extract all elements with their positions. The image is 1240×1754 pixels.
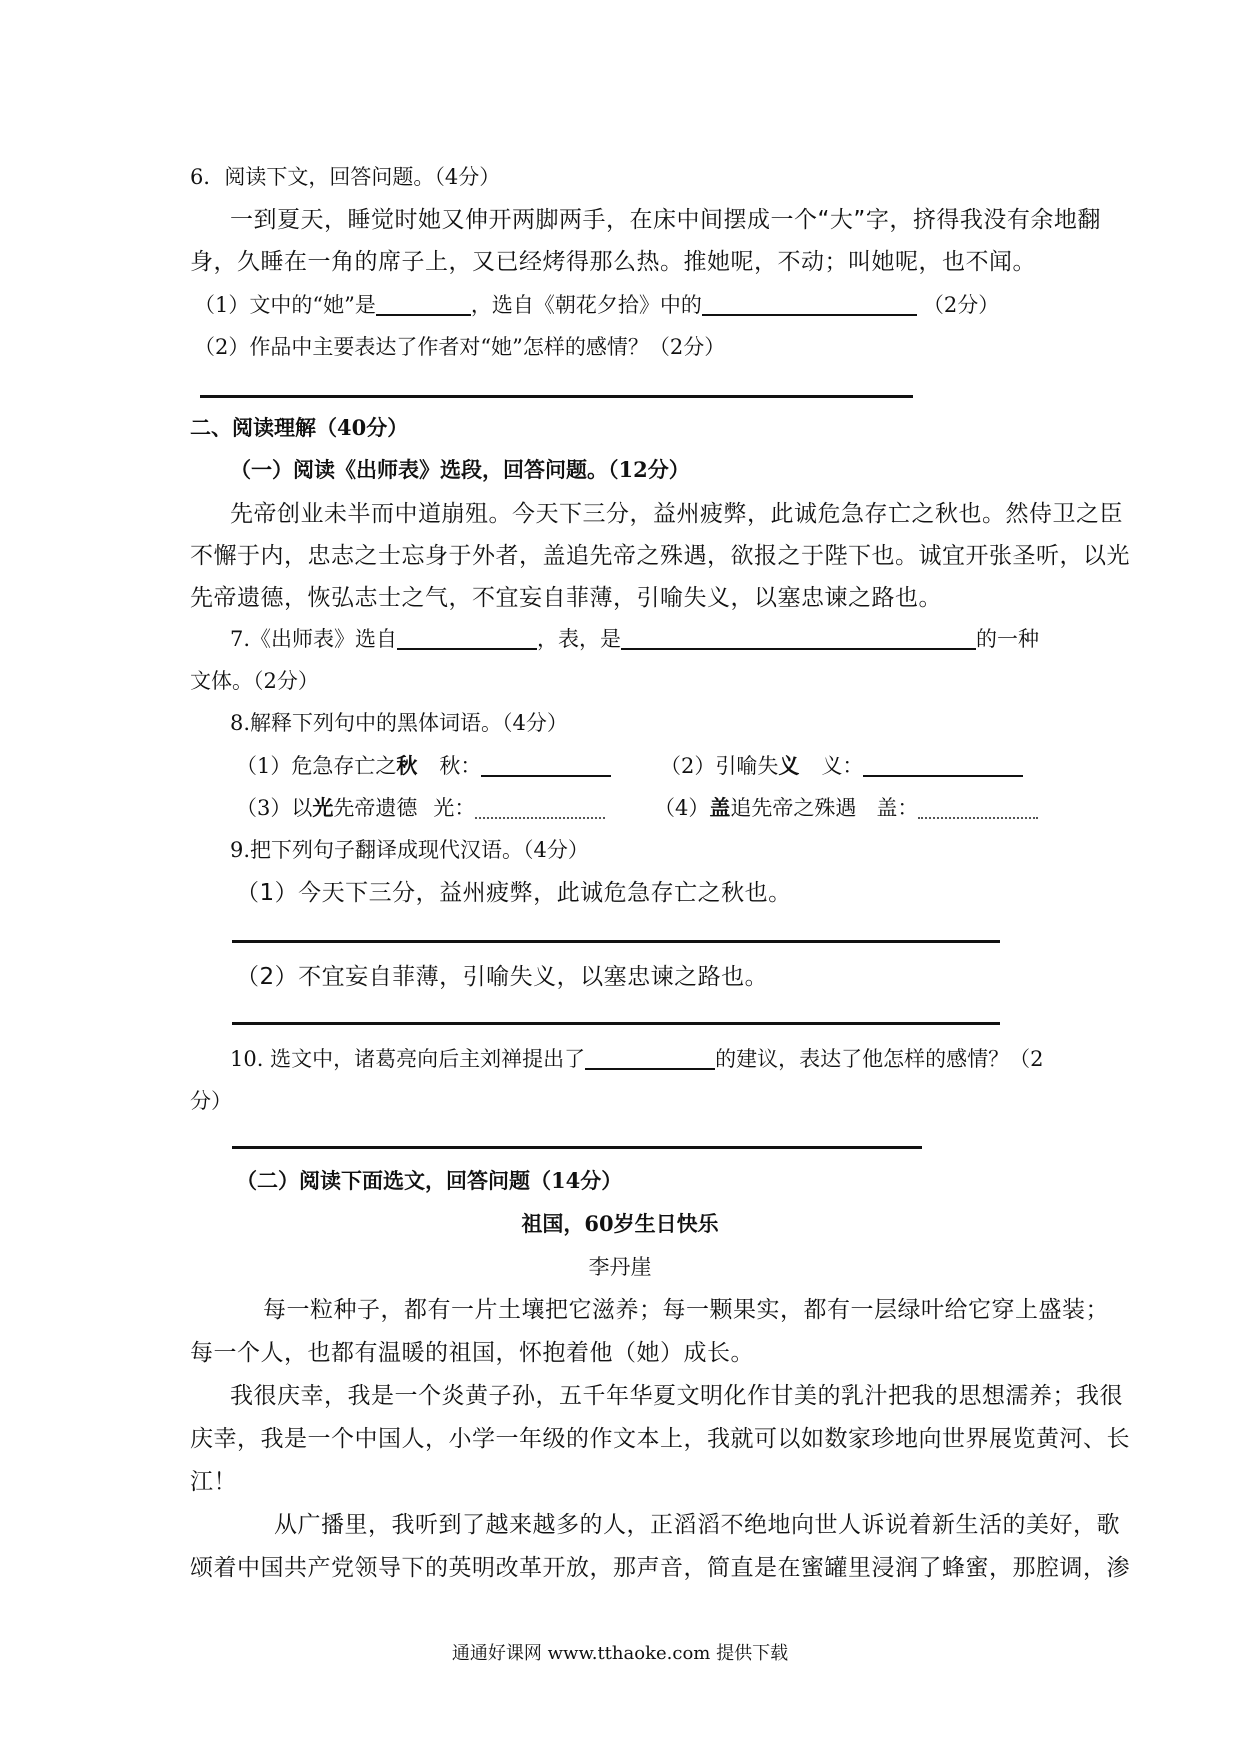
article-p2-line-1: 我很庆幸，我是一个炎黄子孙，五千年华夏文明化作甘美的乳汁把我的思想濡养；我很 xyxy=(230,1383,1123,1409)
answer-blank-genre[interactable] xyxy=(621,626,976,650)
part2-title: （二）阅读下面选文，回答问题（14分） xyxy=(236,1168,623,1193)
answer-line-q9-1[interactable] xyxy=(232,940,1000,943)
answer-line-q9-2[interactable] xyxy=(232,1022,1000,1025)
part1-passage-line-2: 不懈于内，忠志之士忘身于外者，盖追先帝之殊遇，欲报之于陛下也。诚宜开张圣听，以光 xyxy=(190,543,1130,569)
q8-item-3-text-a: （3）以 xyxy=(236,796,313,820)
q6-passage-line-2: 身，久睡在一角的席子上，又已经烤得那么热。推她呢，不动；叫她呢，也不闻。 xyxy=(190,249,1036,275)
q7-text-c: 的一种 xyxy=(976,627,1040,651)
part1-passage-line-1: 先帝创业未半而中道崩殂。今天下三分，益州疲弊，此诚危急存亡之秋也。然侍卫之臣 xyxy=(230,501,1123,527)
answer-blank-chapter[interactable] xyxy=(702,292,917,316)
q8-item-4-text-a: （4） xyxy=(654,796,710,820)
q8-item-4-gloss: 盖： xyxy=(876,796,919,820)
q8-item-3 xyxy=(236,794,605,822)
answer-blank-she-is[interactable] xyxy=(376,292,471,316)
q8-item-3-gloss: 光： xyxy=(433,796,476,820)
answer-blank-source[interactable] xyxy=(397,626,537,650)
q10-line-1 xyxy=(230,1045,1043,1073)
q8-title: 8.解释下列句中的黑体词语。（4分） xyxy=(230,711,568,735)
q9-sentence-1: （1）今天下三分，益州疲弊，此诚危急存亡之秋也。 xyxy=(236,880,792,906)
article-p2-line-3: 江！ xyxy=(190,1469,237,1495)
answer-blank-gai[interactable] xyxy=(918,795,1038,819)
q9-title: 9.把下列句子翻译成现代汉语。（4分） xyxy=(230,838,589,862)
q8-item-4-keyword: 盖 xyxy=(709,795,731,820)
part1-title: （一）阅读《出师表》选段，回答问题。（12分） xyxy=(230,457,690,482)
q8-item-2-text: （2）引喻失 xyxy=(660,754,779,778)
q8-item-1-text: （1）危急存亡之 xyxy=(236,754,397,778)
q6-sub1 xyxy=(194,291,999,319)
q7-text-a: 7.《出师表》选自 xyxy=(230,627,398,651)
q10-text-b: 的建议，表达了他怎样的感情？（2 xyxy=(715,1047,1044,1071)
article-p1-line-2: 每一个人，也都有温暖的祖国，怀抱着他（她）成长。 xyxy=(190,1340,754,1366)
q7-text-b: ，表，是 xyxy=(537,627,622,651)
article-author: 李丹崖 xyxy=(588,1255,652,1279)
q10-text-a: 10. 选文中，诸葛亮向后主刘禅提出了 xyxy=(230,1047,586,1071)
part1-passage-line-3: 先帝遗德，恢弘志士之气，不宜妄自菲薄，引喻失义，以塞忠谏之路也。 xyxy=(190,585,942,611)
q8-item-1 xyxy=(236,752,611,780)
q8-item-3-keyword: 光 xyxy=(312,795,334,820)
q10-line-2: 分） xyxy=(190,1089,232,1113)
q6-sub1-text-b: ，选自《朝花夕拾》中的 xyxy=(470,293,702,317)
article-title: 祖国，60岁生日快乐 xyxy=(521,1211,719,1236)
q6-passage-line-1: 一到夏天，睡觉时她又伸开两脚两手，在床中间摆成一个“大”字，挤得我没有余地翻 xyxy=(230,207,1101,233)
answer-line-q6[interactable] xyxy=(200,395,913,398)
q8-item-1-keyword: 秋 xyxy=(396,753,418,778)
q6-title: 6．阅读下文，回答问题。（4分） xyxy=(190,165,501,189)
footer-download-note: 通通好课网 www.tthaoke.com 提供下载 xyxy=(451,1643,789,1664)
q8-item-2-keyword: 义 xyxy=(778,753,800,778)
q6-sub1-text-c: （2分） xyxy=(922,293,1000,317)
answer-blank-guang[interactable] xyxy=(475,795,605,819)
answer-line-q10[interactable] xyxy=(232,1146,922,1149)
article-p3-line-1: 从广播里，我听到了越来越多的人，正滔滔不绝地向世人诉说着新生活的美好，歌 xyxy=(274,1512,1120,1538)
q6-sub1-text-a: （1）文中的“她”是 xyxy=(194,293,376,317)
article-p1-line-1: 每一粒种子，都有一片土壤把它滋养；每一颗果实，都有一层绿叶给它穿上盛装； xyxy=(263,1297,1109,1323)
section2-title: 二、阅读理解（40分） xyxy=(190,415,409,440)
q8-item-4-text-b: 追先帝之殊遇 xyxy=(730,796,857,820)
q8-item-2-gloss: 义： xyxy=(821,754,864,778)
answer-blank-yi[interactable] xyxy=(863,753,1023,777)
q9-sentence-2: （2）不宜妄自菲薄，引喻失义，以塞忠谏之路也。 xyxy=(236,964,769,990)
answer-blank-qiu[interactable] xyxy=(481,753,611,777)
q8-item-2 xyxy=(660,752,1023,780)
answer-blank-suggestion[interactable] xyxy=(585,1046,715,1070)
q6-sub2: （2）作品中主要表达了作者对“她”怎样的感情？（2分） xyxy=(194,335,726,359)
q7-line-2: 文体。（2分） xyxy=(190,669,319,693)
article-p2-line-2: 庆幸，我是一个中国人，小学一年级的作文本上，我就可以如数家珍地向世界展览黄河、长 xyxy=(190,1426,1130,1452)
q7-line-1 xyxy=(230,625,1039,653)
article-p3-line-2: 颂着中国共产党领导下的英明改革开放，那声音，简直是在蜜罐里浸润了蜂蜜，那腔调，渗 xyxy=(190,1555,1130,1581)
q8-item-4 xyxy=(654,794,1038,822)
q8-item-3-text-b: 先帝遗德 xyxy=(333,796,418,820)
q8-item-1-gloss: 秋： xyxy=(439,754,482,778)
